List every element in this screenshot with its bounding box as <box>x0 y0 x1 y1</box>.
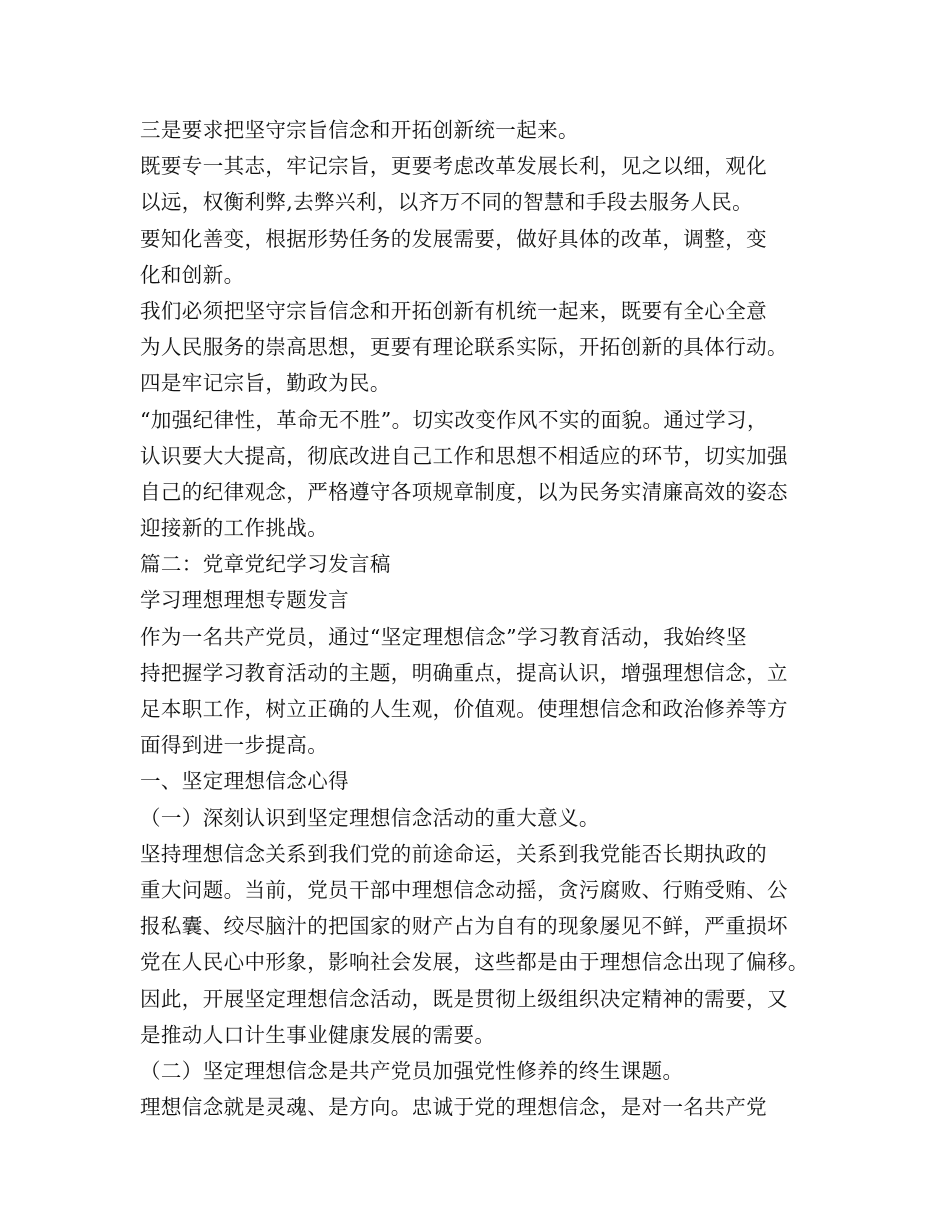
text-line: 四是牢记宗旨，勤政为民。 <box>140 371 391 396</box>
text-line: 既要专一其志，牢记宗旨，更要考虑改革发展长利，见之以细，观化 <box>140 154 767 179</box>
text-line: 作为一名共产党员，通过“坚定理想信念”学习教育活动，我始终坚 <box>140 624 747 649</box>
text-line: 以远，权衡利弊,去弊兴利，以齐万不同的智慧和手段去服务人民。 <box>140 190 754 215</box>
text-line: 认识要大大提高，彻底改进自己工作和思想不相适应的环节，切实加强 <box>140 443 788 468</box>
text-line: 因此，开展坚定理想信念活动，既是贯彻上级组织决定精神的需要，又 <box>140 986 788 1011</box>
section-heading: 篇二：党章党纪学习发言稿 <box>140 552 391 577</box>
text-line: 重大问题。当前，党员干部中理想信念动摇，贪污腐败、行贿受贿、公 <box>140 877 788 902</box>
text-line: 面得到进一步提高。 <box>140 733 329 758</box>
text-line: “加强纪律性，革命无不胜”。切实改变作风不实的面貌。通过学习， <box>140 407 768 432</box>
text-line: 三是要求把坚守宗旨信念和开拓创新统一起来。 <box>140 118 579 142</box>
speech-title: 学习理想理想专题发言 <box>140 588 349 613</box>
text-line: 持把握学习教育活动的主题，明确重点，提高认识，增强理想信念，立 <box>140 660 788 685</box>
text-line: 化和创新。 <box>140 262 245 287</box>
document-body <box>140 112 830 1125</box>
text-line: 报私囊、绞尽脑汁的把国家的财产占为自有的现象屡见不鲜，严重损坏 <box>140 914 788 939</box>
text-line: 理想信念就是灵魂、是方向。忠诚于党的理想信念，是对一名共产党 <box>140 1095 767 1120</box>
text-line: 为人民服务的崇高思想，更要有理论联系实际，开拓创新的具体行动。 <box>140 335 788 360</box>
subsection-heading: （二）坚定理想信念是共产党员加强党性修养的终生课题。 <box>140 1058 684 1083</box>
text-line: 坚持理想信念关系到我们党的前途命运，关系到我党能否长期执政的 <box>140 841 767 866</box>
text-line: 我们必须把坚守宗旨信念和开拓创新有机统一起来，既要有全心全意 <box>140 298 767 323</box>
text-line: 自己的纪律观念，严格遵守各项规章制度，以为民务实清廉高效的姿态 <box>140 479 788 504</box>
text-line: 迎接新的工作挑战。 <box>140 516 329 541</box>
text-line: 要知化善变，根据形势任务的发展需要，做好具体的改革，调整，变 <box>140 226 767 251</box>
text-line: 足本职工作，树立正确的人生观，价值观。使理想信念和政治修养等方 <box>140 697 788 721</box>
subsection-heading: 一、坚定理想信念心得 <box>140 769 349 794</box>
subsection-heading: （一）深刻认识到坚定理想信念活动的重大意义。 <box>140 805 600 830</box>
text-line: 是推动人口计生事业健康发展的需要。 <box>140 1022 496 1047</box>
text-line: 党在人民心中形象，影响社会发展，这些都是由于理想信念出现了偏移。 <box>140 950 809 975</box>
